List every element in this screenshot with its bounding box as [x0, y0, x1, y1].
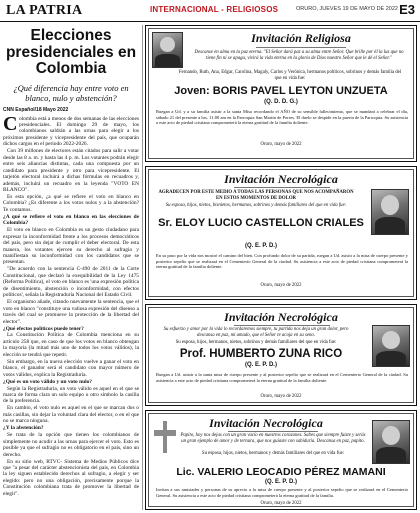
notice-family: Su esposa, hijos, nietos, hermanos y demás familiares del que en vida fue:: [201, 451, 345, 456]
deceased-name: Lic. VALERIO LEOCADIO PÉREZ MAMANI: [176, 466, 386, 478]
deceased-name: Joven: BORIS PAVEL LEYTON UNZUETA: [174, 85, 388, 97]
notice-place-date: Oruro, mayo de 2022: [260, 283, 302, 288]
deceased-suffix: (Q. E. P. D.): [245, 362, 277, 368]
article-paragraph: Es esta opción, ¿a qué se refiere el voto en blanco en Colombia? ¿Es diferente a los votos nulos y a la abstención? Te contamos.: [3, 193, 139, 213]
notice-family: Fernando, Ruth, Ana, Edgar, Carolina, Magaly, Carlos y Verónica, hermanos políticos, sobrinos y demás familia del que en vida fue:: [178, 70, 402, 81]
notice-verse: AGRADECEN POR ESTE MEDIO A TODAS LAS PERSONAS QUE NOS ACOMPAÑARON EN ESTOS MOMENTOS DE DOLOR: [158, 190, 354, 201]
notice-body: Invitan a sus amistades y personas de su aprecio a la misa de cuerpo presente y al posterior sepelio que se realizará en el Cementerio General. Su asistencia a este acto de piedad cristiana comprometerá la eterna gratitud de la familia.: [156, 487, 408, 498]
notice-body: Ruegan a Ud. asistir a la santa misa de cuerpo presente y al posterior sepelio que se realizará en el Cementerio General de la ciudad. Su asistencia a este acto de piedad cristiana comprometerá la eterna gratitud de la familia doliente.: [156, 372, 408, 383]
deceased-name: Prof. HUMBERTO ZUNA RICO: [179, 348, 343, 360]
dateline: ORURO, JUEVES 19 DE MAYO DE 2022: [296, 6, 398, 12]
deceased-suffix: (Q. D. D. G.): [264, 99, 298, 105]
title-flourish: [228, 431, 318, 432]
article-paragraph: Con 39 millones de electores están citados para salir a votar desde las 8 a. m. y hasta las 4 p. m. Los votantes podrán elegir entre seis aliancias distintas, cada una compuesta por un candidato para presidente y otro para vicepresidente. El tarjetón electoral incluirá a dichas fórmulas en recuadros y, además, incluirá un recuadro en la leyenda "VOTO EN BLANCO".: [3, 148, 139, 193]
article-paragraph: El voto en blanco en Colombia es un gesto ciudadano para expresar la inconformidad frente a los procesos democráticos del país, pero sin dejar de cumplir el deber electoral. De esta manera, los votantes ejercen su derecho al sufragio y manifiestan su inconformidad con los candidatos que se presentan.: [3, 227, 139, 266]
notice-place-date: Oruro, mayo de 2022: [260, 501, 302, 506]
article-paragraph: La Constitución Política de Colombia menciona en su artículo 258 que, en caso de que los votos en blanco obtengan la mayoría (la mitad más uno de todos los votos válidos), la elección se tendrá que repetir.: [3, 332, 139, 358]
necrological-notice: [145, 410, 417, 510]
article-dek: ¿Qué diferencia hay entre voto en blanco, nulo y abstención?: [13, 82, 129, 103]
notice-title: Invitación Necrológica: [224, 310, 338, 324]
deceased-photo: [372, 325, 410, 367]
title-flourish: [234, 325, 330, 326]
article-paragraph: En su sitio web, RTVC- Sistema de Medios Públicos dice que "a pesar del carácter abstencionista del país, en Colombia la ley siguen establecido derechos al sufragio, a elegir y ser elegido: pero no una obligación, precisamente porque la Constitución colombiana trata de promover la libertad de elegir".: [3, 458, 139, 497]
notice-family: Su esposa, hijos, nietos, bisnietos, hermanos, sobrinos y demás familiares del que en vida fue:: [165, 203, 347, 208]
notice-place-date: Oruro, mayo de 2022: [260, 142, 302, 147]
deceased-photo: [372, 420, 410, 464]
necrological-notice: [145, 304, 417, 406]
article-paragraph: En cambio, el voto nulo es aquel en el que se marcan dos o más casillas, sin dejar la voluntad clara del elector, o en el que no se marca ninguna.: [3, 405, 139, 425]
obituary-column: [145, 25, 417, 511]
deceased-name: Sr. ELOY LUCIO CASTELLON CRIALES: [158, 217, 364, 229]
article-headline: Elecciones presidenciales en Colombia: [5, 27, 137, 77]
notice-title: Invitación Necrológica: [209, 416, 323, 430]
page-number: E3: [399, 2, 415, 17]
notice-family: Su esposa, hijos, hermanos, nietos, sobrinos y demás familiares del que en vida fue:: [175, 340, 337, 345]
page-header: [0, 0, 420, 22]
notice-title: Invitación Necrológica: [224, 172, 338, 186]
article-body: [3, 112, 139, 498]
column-divider: [142, 25, 143, 510]
drop-cap: C: [3, 112, 18, 135]
section-title: INTERNACIONAL - RELIGIOSOS: [150, 5, 279, 14]
newspaper-logo: LA PATRIA: [6, 3, 83, 18]
notice-body: En su paso por la vida nos mostró el camino del bien. Con profundo dolor de su partida, ruegan a Ud. asistir a la misa de cuerpo presente y posterior sepelio que se realizará en el Cementerio General de la ciudad. Su asistencia a este acto de piedad cristiana comprometerá la eterna gratitud de la familia doliente.: [156, 253, 408, 269]
article-paragraph: Se trata de la opción que tienen los colombianos de simplemente no acudir a las urnas para ejercer el voto. Esto es posible ya que el sufragio no es obligatorio en el país, sino un derecho.: [3, 432, 139, 458]
article-paragraph: Sin embargo, en la nueva elección vuelve a ganar el voto en blanco, el ganador será el candidato con mayor número de votos válidos, explica la Registraduría.: [3, 358, 139, 378]
notice-title: Invitación Religiosa: [251, 31, 351, 45]
notice-body: Ruegan a Ud. y a su familia asistir a la santa Misa recordando el AÑO de su sensible fallecimiento, que se mandará a celebrar el día, sábado 21 del presente a hrs. 11:00 am en la Parroquia San Martín de Porres. El duelo se despide en la puerta de la Parroquia. Su asistencia a este acto de piedad cristiana comprometerá la eterna gratitud de la familia doliente.: [156, 109, 408, 125]
article-subhead: ¿Qué efectos políticos puede tener?: [3, 325, 84, 332]
title-flourish: [234, 187, 330, 188]
deceased-photo: [152, 32, 183, 68]
article-subhead: ¿Y la abstención?: [3, 425, 44, 432]
necrological-notice: [145, 166, 417, 300]
deceased-photo: [371, 189, 409, 235]
notice-verse: Descanse en alma en la paz eterna. "El Señor dará paz a su alma entre Señor. Que brille por él la luz que no tiene fin ni se apaga, vivirá la vida eterna en la gloria de Dios nuestro Señor que le dé el Señor.": [194, 50, 404, 61]
notice-place-date: Oruro, mayo de 2022: [260, 394, 302, 399]
lead-paragraph: Colombia está a menos de dos semanas de las elecciones presidenciales. El domingo 29 de mayo, los colombianos saldrán a las urnas para elegir a los próximos presidente y vicepresidente del país, que ocuparán dichos cargos en el periodo 2022-2026.: [3, 112, 139, 148]
title-flourish: [256, 47, 346, 48]
article-subhead: ¿A qué se refiere el voto en blanco en las elecciones de Colombia?: [3, 213, 139, 227]
deceased-suffix: (Q. E. P. D.): [265, 479, 297, 485]
article-paragraph: Según la Registraduría, un voto válido es aquel en el que se marca de forma clara un solo equipo u otro símbolo la casilla de la preferencia.: [3, 385, 139, 405]
article-byline: CNN Español/18 Mayo 2022: [3, 106, 69, 113]
notice-verse: Su esfuerzo y amor por la vida lo recordaremos siempre, tu partida nos deja un gran dolor, pero descansa en paz, mi amado, que el Señor te acoja en su seno.: [163, 327, 349, 338]
deceased-suffix: (Q. E. P. D.): [245, 243, 277, 249]
article-paragraph: El organismo añade, citando nuevamente la sentencia, que el voto en blanco "constituye una valiosa expresión del disenso a través del cual se promueve la protección de la libertad del elector".: [3, 299, 139, 325]
article-paragraph: "De acuerdo con la sentencia C-490 de 2011 de la Corte Constitucional, que declaró la exequibilidad de la Ley 1475 (Reforma Política), el voto en blanco es 'una expresión política de disentimiento, abstención o inconformidad, con efectos políticos', señala la Registraduría Nacional del Estado Civil.: [3, 266, 139, 299]
notice-verse: Papito, hoy nos dejas con un gran vacío en nuestros corazones. Sabes que siempre fuiste y serás un gran ejemplo de amor y de ternura, que nos guiaste con sabiduría. Descansa en paz, papito.: [180, 433, 366, 444]
religious-invitation-notice: [145, 25, 417, 162]
news-article: [3, 26, 139, 510]
article-subhead: ¿Qué es un voto válido y un voto nulo?: [3, 378, 92, 385]
